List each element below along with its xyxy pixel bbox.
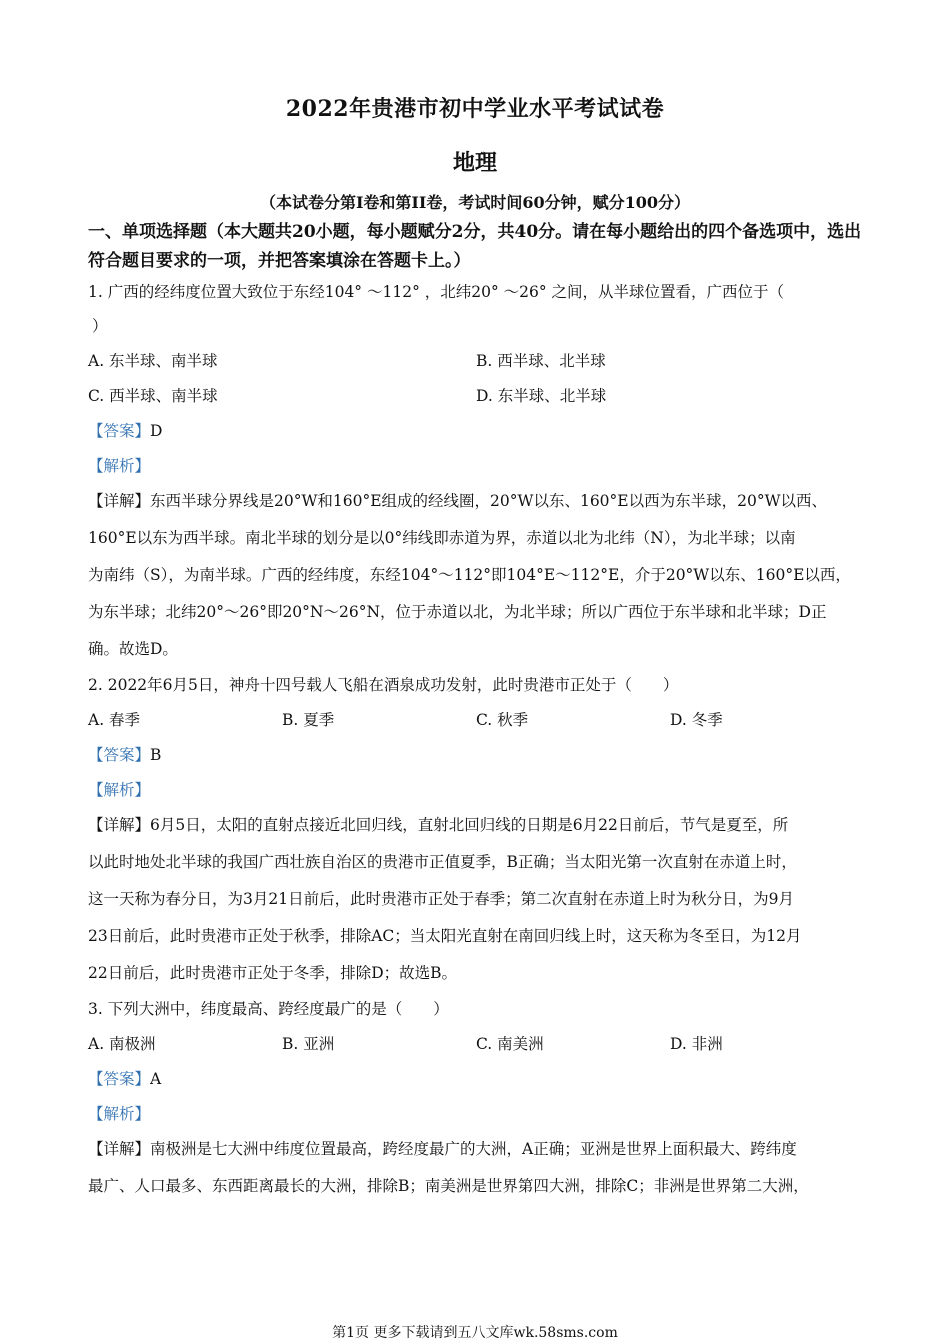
q1-analysis-label: 【解析】 (88, 457, 151, 475)
q1-option-c: C. 西半球、南半球 (88, 387, 218, 405)
q2-option-c: C. 秋季 (476, 711, 529, 729)
q2-option-b: B. 夏季 (282, 711, 335, 729)
q1-detail-line: 确。故选D。 (88, 640, 178, 658)
answer-label: 【答案】 (88, 1070, 151, 1088)
answer-value: A (150, 1070, 162, 1088)
section-heading: 一、单项选择题（本大题共20小题，每小题赋分2分，共40分。请在每小题给出的四个备选项中，选出符合题目要求的一项，并把答案填涂在答题卡上。） (88, 222, 862, 271)
answer-value: B (150, 746, 162, 764)
q1-stem-end: ） (92, 317, 108, 335)
answer-value: D (150, 422, 163, 440)
q2-option-d: D. 冬季 (670, 711, 723, 729)
q3-answer (88, 1069, 161, 1089)
exam-title: 2022年贵港市初中学业水平考试试卷 (285, 96, 665, 122)
q1-detail-line: 为南纬（S），为南半球。广西的经纬度，东经104°～112°即104°E～112°E，介于20°W以东、160°E以西， (88, 566, 851, 584)
q3-detail-line: 最广、人口最多、东西距离最长的大洲，排除B；南美洲是世界第四大洲，排除C；非洲是世界第二大洲， (88, 1177, 809, 1195)
q2-detail-line: 22日前后，此时贵港市正处于冬季，排除D；故选B。 (88, 964, 458, 982)
q3-stem: 3. 下列大洲中，纬度最高、跨经度最广的是（ ） (88, 1000, 449, 1018)
answer-label: 【答案】 (88, 422, 151, 440)
q1-detail-line: 160°E以东为西半球。南北半球的划分是以0°纬线即赤道为界，赤道以北为北纬（N），为北半球；以南 (88, 529, 796, 547)
q2-detail-line: 【详解】6月5日，太阳的直射点接近北回归线，直射北回归线的日期是6月22日前后，节气是夏至，所 (88, 816, 789, 834)
q3-option-c: C. 南美洲 (476, 1035, 544, 1053)
q2-stem: 2. 2022年6月5日，神舟十四号载人飞船在酒泉成功发射，此时贵港市正处于（ ） (88, 676, 679, 694)
q2-detail-line: 23日前后，此时贵港市正处于秋季，排除AC；当太阳光直射在南回归线上时，这天称为冬至日，为12月 (88, 927, 802, 945)
q1-detail-line: 为东半球；北纬20°～26°即20°N～26°N，位于赤道以北，为北半球；所以广西位于东半球和北半球；D正 (88, 603, 827, 621)
q2-option-a: A. 春季 (88, 711, 141, 729)
q2-detail-line: 以此时地处北半球的我国广西壮族自治区的贵港市正值夏季，B正确；当太阳光第一次直射在赤道上时， (88, 853, 797, 871)
q3-option-d: D. 非洲 (670, 1035, 723, 1053)
q3-option-a: A. 南极洲 (88, 1035, 156, 1053)
page-footer: 第1页 更多下载请到五八文库wk.58sms.com (332, 1325, 618, 1341)
q1-option-b: B. 西半球、北半球 (476, 352, 606, 370)
q2-analysis-label: 【解析】 (88, 781, 151, 799)
subject-title: 地理 (452, 150, 497, 176)
q1-option-d: D. 东半球、北半球 (476, 387, 607, 405)
q3-detail-line: 【详解】南极洲是七大洲中纬度位置最高，跨经度最广的大洲，A正确；亚洲是世界上面积最大、跨纬度 (88, 1140, 797, 1158)
q3-analysis-label: 【解析】 (88, 1105, 151, 1123)
exam-note: （本试卷分第I卷和第II卷，考试时间60分钟，赋分100分） (259, 193, 691, 212)
q3-option-b: B. 亚洲 (282, 1035, 335, 1053)
q2-answer (88, 745, 161, 765)
q1-detail-line: 【详解】东西半球分界线是20°W和160°E组成的经线圈，20°W以东、160°E以西为东半球，20°W以西、 (88, 492, 828, 510)
answer-label: 【答案】 (88, 746, 151, 764)
q1-option-a: A. 东半球、南半球 (88, 352, 218, 370)
q1-stem: 1. 广西的经纬度位置大致位于东经104° ～112° ，北纬20° ～26° 之间，从半球位置看，广西位于（ (88, 283, 785, 301)
q2-detail-line: 这一天称为春分日，为3月21日前后，此时贵港市正处于春季；第二次直射在赤道上时为秋分日，为9月 (88, 890, 794, 908)
q1-answer (88, 421, 162, 441)
